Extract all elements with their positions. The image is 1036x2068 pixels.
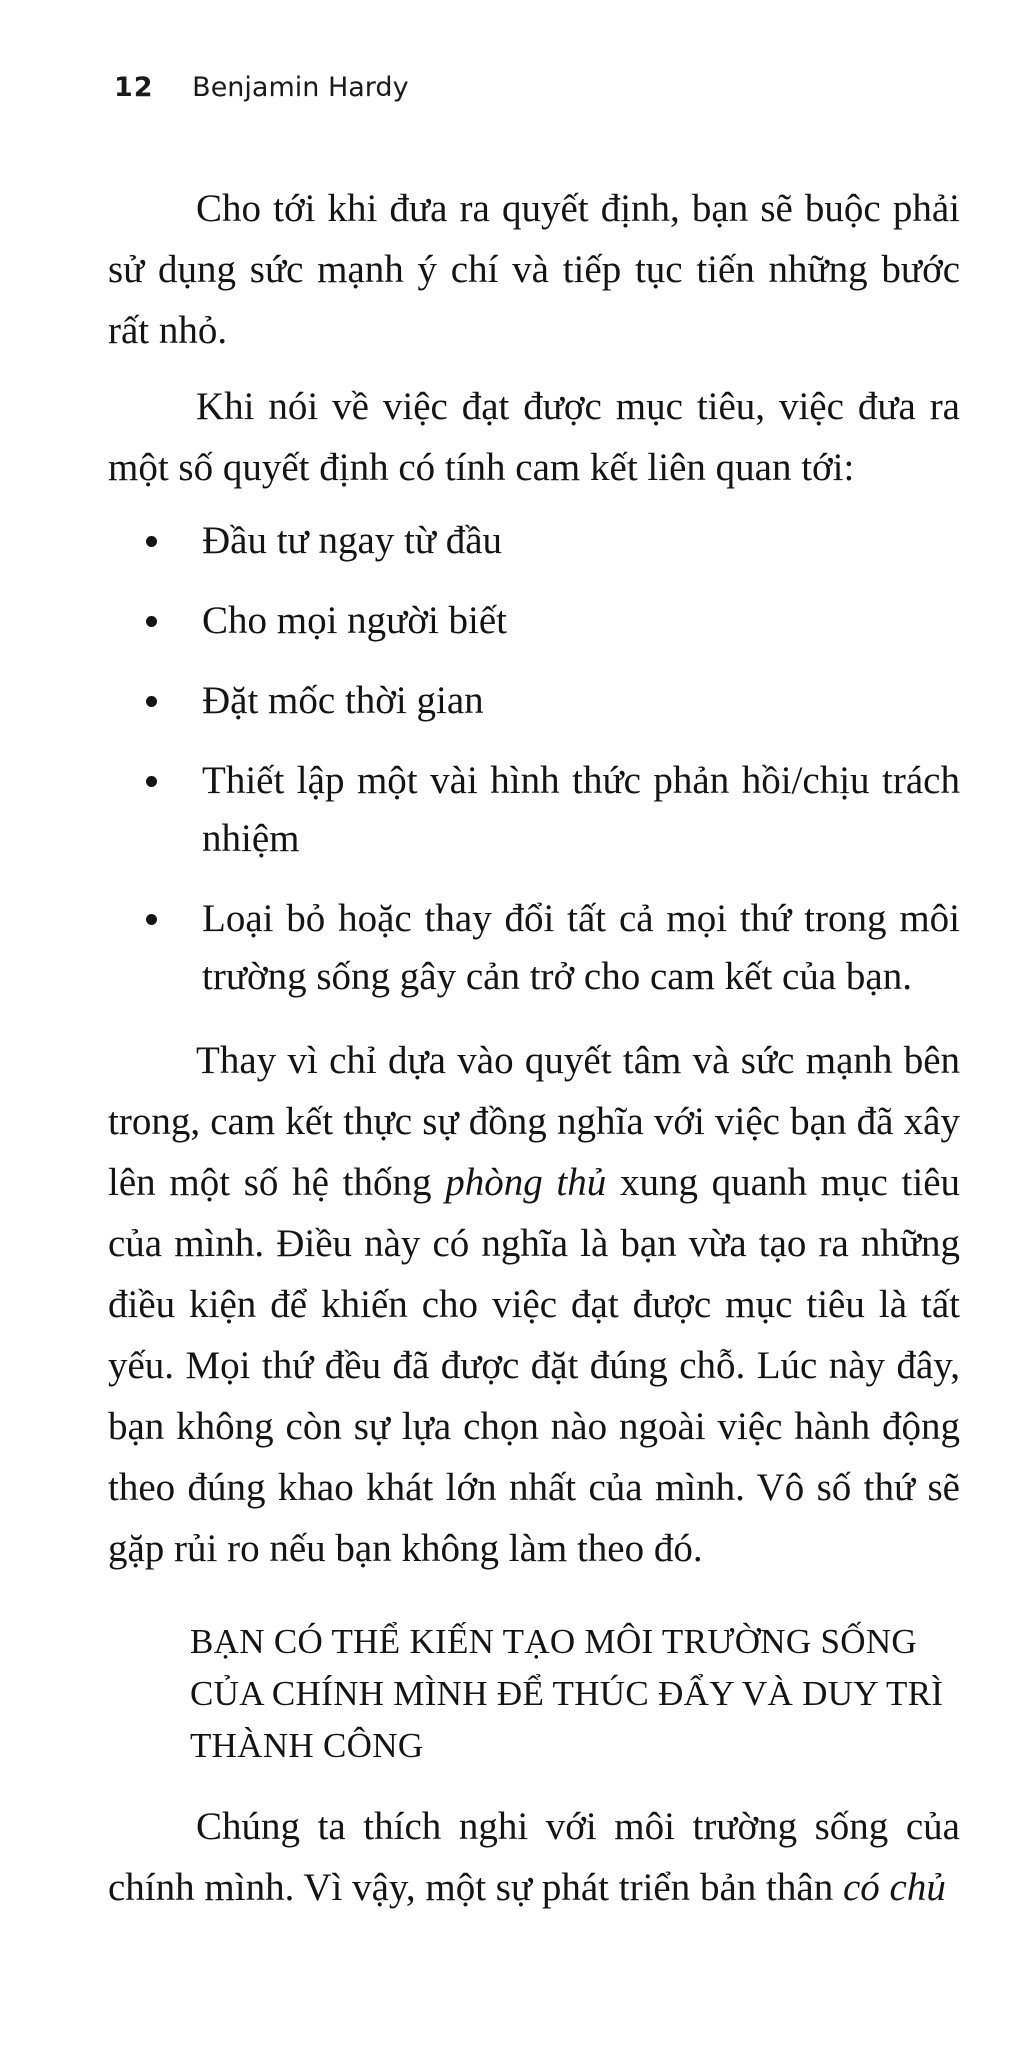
list-item [108,752,960,868]
list-item-text: Cho mọi người biết [202,599,508,642]
paragraph-2: Khi nói về việc đạt được mục tiêu, việc đưa ra một số quyết định có tính cam kết liên quan tới: [108,385,960,489]
bullet-icon [146,536,157,547]
page-number: 12 [114,72,154,103]
paragraph-3-text-end: xung quanh mục tiêu của mình. Điều này có nghĩa là bạn vừa tạo ra những điều kiện để khiến cho việc đạt được mục tiêu là tất yếu. Mọi thứ đều đã được đặt đúng chỗ. Lúc này đây, bạn không còn sự lựa chọn nào ngoài việc hành động theo đúng khao khát lớn nhất của mình. Vô số thứ sẽ gặp rủi ro nếu bạn không làm theo đó. [108,1161,961,1570]
running-header [114,72,409,103]
list-item-text: Thiết lập một vài hình thức phản hồi/chịu trách nhiệm [202,759,960,860]
list-item [108,672,960,730]
author-name: Benjamin Hardy [192,72,409,103]
list-item-text: Đặt mốc thời gian [202,679,484,722]
bullet-icon [146,914,157,925]
section-heading: BẠN CÓ THỂ KIẾN TẠO MÔI TRƯỜNG SỐNG CỦA CHÍNH MÌNH ĐỂ THÚC ĐẨY VÀ DUY TRÌ THÀNH CÔNG [190,1622,944,1765]
paragraph-4-text: Chúng ta thích nghi với môi trường sống của chính mình. Vì vậy, một sự phát triển bản thân [108,1805,960,1909]
list-item-text: Loại bỏ hoặc thay đổi tất cả mọi thứ trong môi trường sống gây cản trở cho cam kết của bạn. [202,897,960,998]
bullet-icon [146,696,157,707]
list-item [108,890,960,1006]
commitment-list [108,512,960,1028]
paragraph-3 [108,1030,960,1579]
paragraph-3-emphasis: phòng thủ [445,1161,607,1204]
list-item-text: Đầu tư ngay từ đầu [202,519,503,562]
list-item [108,592,960,650]
paragraph-1: Cho tới khi đưa ra quyết định, bạn sẽ buộc phải sử dụng sức mạnh ý chí và tiếp tục tiến những bước rất nhỏ. [108,187,960,352]
paragraph-3-text-start: Thay vì chỉ dựa vào quyết tâm và sức mạnh bên trong, cam kết thực sự đồng nghĩa với việc bạn đã xây lên một số hệ thống [108,1039,960,1204]
paragraph-4 [108,1796,960,1918]
list-item [108,512,960,570]
bullet-icon [146,616,157,627]
bullet-icon [146,776,157,787]
paragraph-4-emphasis: có chủ [842,1866,946,1909]
